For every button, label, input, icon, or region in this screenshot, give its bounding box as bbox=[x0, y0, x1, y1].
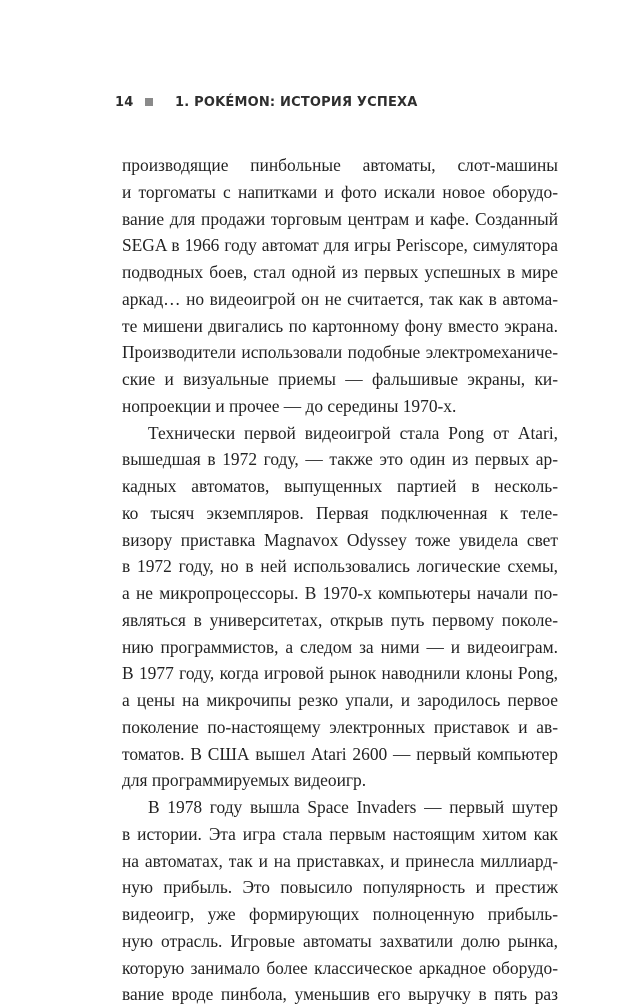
text-line: для программируемых видеоигр. bbox=[122, 770, 367, 791]
text-line: нию программистов, а следом за ними — и видеоиграм. bbox=[122, 636, 558, 657]
chapter-title: 1. POKÉMON: ИСТОРИЯ УСПЕХА bbox=[175, 94, 418, 110]
text-line: в 1972 году, но в ней использовались логические схемы, bbox=[122, 556, 558, 577]
text-line: на автоматах, так и на приставках, и принесла миллиард- bbox=[122, 850, 558, 871]
text-line: которую занимало более классическое аркадное оборудо- bbox=[122, 957, 558, 978]
text-line: видеоигр, уже формирующих полноценную прибыль- bbox=[122, 904, 558, 924]
text-line: В 1977 году, когда игровой рынок наводнили клоны Pong, bbox=[122, 663, 558, 684]
text-line: вание для продажи торговым центрам и кафе. Созданный bbox=[122, 208, 558, 229]
text-line: визору приставка Magnavox Odyssey тоже увидела свет bbox=[122, 529, 558, 550]
square-separator-icon bbox=[145, 98, 153, 106]
running-head bbox=[115, 92, 418, 112]
text-line: подводных боев, стал одной из первых успешных в мире bbox=[122, 262, 558, 282]
text-line: ские и визуальные приемы — фальшивые экраны, ки- bbox=[122, 369, 558, 389]
text-line: вание вроде пинбола, уменьшив его выручку в пять раз bbox=[122, 984, 558, 1005]
text-line: Производители использовали подобные электромеханиче- bbox=[122, 342, 558, 363]
text-line: кадных автоматов, выпущенных партией в несколь- bbox=[122, 476, 558, 496]
page-number: 14 bbox=[115, 94, 134, 110]
text-line: а не микропроцессоры. В 1970-х компьютеры начали по- bbox=[122, 583, 558, 603]
text-line: вышедшая в 1972 году, — также это один из первых ар- bbox=[122, 449, 558, 470]
text-line: В 1978 году вышла Space Invaders — первый шутер bbox=[148, 797, 558, 817]
text-line: томатов. В США вышел Atari 2600 — первый компьютер bbox=[122, 743, 558, 764]
text-line: SEGA в 1966 году автомат для игры Periscope, симулятора bbox=[122, 235, 558, 256]
text-line: в истории. Эта игра стала первым настоящим хитом как bbox=[122, 823, 558, 844]
text-line: ко тысяч экземпляров. Первая подключенная к теле- bbox=[122, 502, 558, 523]
text-line: ную прибыль. Это повысило популярность и престиж bbox=[122, 877, 558, 898]
text-line: производящие пинбольные автоматы, слот-машины bbox=[122, 155, 558, 175]
text-line: нопроекции и прочее — до середины 1970-х. bbox=[122, 395, 457, 416]
text-line: Технически первой видеоигрой стала Pong от Atari, bbox=[148, 422, 558, 443]
body-text bbox=[122, 152, 558, 1008]
text-line: те мишени двигались по картонному фону вместо экрана. bbox=[122, 315, 558, 336]
text-line: являться в университетах, открыв путь первому поколе- bbox=[122, 609, 558, 630]
text-line: аркад… но видеоигрой он не считается, так как в автома- bbox=[122, 288, 558, 309]
text-line: а цены на микрочипы резко упали, и зародилось первое bbox=[122, 690, 558, 710]
text-line: ную отрасль. Игровые автоматы захватили долю рынка, bbox=[122, 930, 558, 951]
text-line: поколение по-настоящему электронных приставок и ав- bbox=[122, 716, 558, 737]
text-line: и торгоматы с напитками и фото искали новое оборудо- bbox=[122, 181, 558, 202]
